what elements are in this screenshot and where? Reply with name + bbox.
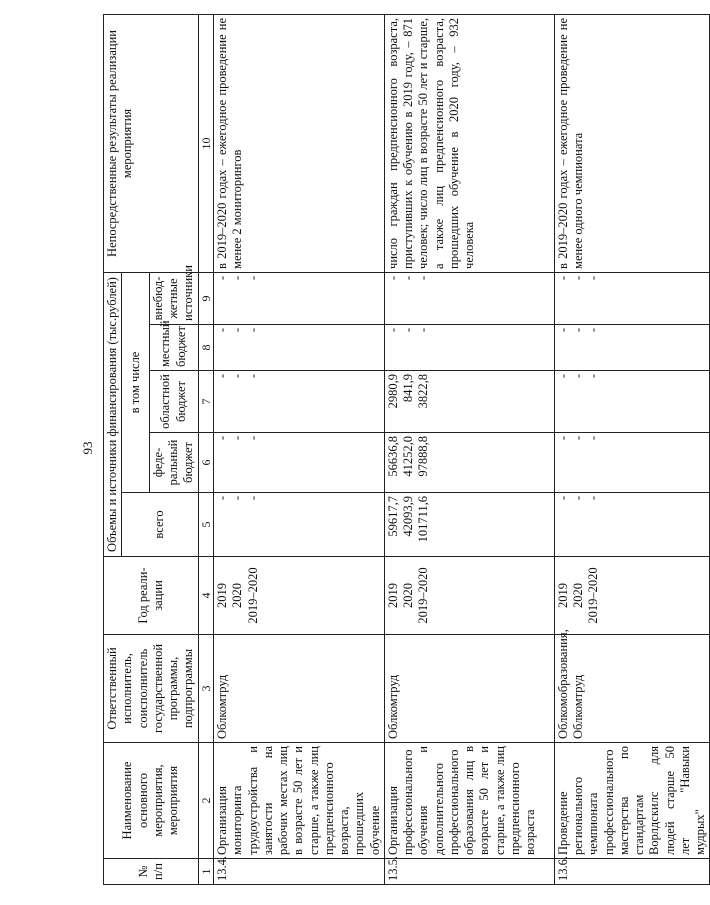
column-number: 1: [198, 859, 214, 885]
header-extra: внебюд-жетные источники: [149, 272, 198, 324]
column-number-row: [198, 14, 214, 884]
financing-table: [103, 14, 710, 885]
header-local: местный бюджет: [149, 325, 198, 371]
row-total: 59617,7 42093,9 101711,6: [384, 493, 554, 557]
row-years: 2019 2020 2019–2020: [384, 557, 554, 635]
row-regional: - - -: [214, 371, 385, 433]
row-total: - - -: [214, 493, 385, 557]
row-total: - - -: [554, 493, 710, 557]
column-number: 8: [198, 325, 214, 371]
row-executor: Облкомтруд: [384, 635, 554, 743]
column-number: 4: [198, 557, 214, 635]
column-number: 6: [198, 433, 214, 493]
header-num: № п/п: [104, 859, 199, 885]
header-including: в том числе: [122, 272, 150, 492]
row-extra: - - -: [384, 272, 554, 324]
row-federal: 56636,8 41252,0 97888,8: [384, 433, 554, 493]
row-result: число граждан предпенсионного возраста, приступивших к обучению в 2019 году, – 871 человек; число лиц в возрасте 50 лет и старше, а также лиц предпенсионного возраста, прошедших обучение в 2020 году, – 932 человека: [384, 14, 554, 272]
row-federal: - - -: [554, 433, 710, 493]
row-extra: - - -: [214, 272, 385, 324]
row-result: в 2019–2020 годах – ежегодное проведение не менее 2 мониторингов: [214, 14, 385, 272]
row-regional: - - -: [554, 371, 710, 433]
column-number: 2: [198, 743, 214, 859]
row-local: - - -: [384, 325, 554, 371]
table-row: [384, 14, 554, 884]
row-name: Проведение регионального чемпионата профессионального мастерства по стандартам Ворлдскилс для людей старше 50 лет "Навыки мудрых": [554, 743, 710, 859]
column-number: 10: [198, 14, 214, 272]
row-federal: - - -: [214, 433, 385, 493]
row-name: Организация профессионального обучения и дополнительного профессионального образования лиц в возрасте 50 лет и старше, а также лиц предпенсионного возраста: [384, 743, 554, 859]
row-years: 2019 2020 2019–2020: [214, 557, 385, 635]
header-row-1: [104, 14, 122, 884]
page-number: 93: [80, 441, 95, 455]
row-number: 13.4.: [214, 859, 385, 885]
row-number: 13.5.: [384, 859, 554, 885]
row-result: в 2019–2020 годах – ежегодное проведение не менее одного чемпионата: [554, 14, 710, 272]
row-local: - - -: [554, 325, 710, 371]
row-number: 13.6.: [554, 859, 710, 885]
column-number: 3: [198, 635, 214, 743]
header-financing: Объемы и источники финансирования (тыс.рублей): [104, 272, 122, 556]
header-year: Год реали-зации: [104, 557, 199, 635]
header-results: Непосредственные результаты реализации мероприятия: [104, 14, 199, 272]
column-number: 9: [198, 272, 214, 324]
row-regional: 2980,9 841,9 3822,8: [384, 371, 554, 433]
table-row: [554, 14, 710, 884]
table-row: [214, 14, 385, 884]
row-name: Организация мониторинга трудоустройства и занятости на рабочих местах лиц в возрасте 50 лет и старше, а также лиц предпенсионного возраста, прошедших обучение: [214, 743, 385, 859]
row-executor: Облкомтруд: [214, 635, 385, 743]
header-name: Наименование основного мероприятия, мероприятия: [104, 743, 199, 859]
header-federal: феде-ральный бюджет: [149, 433, 198, 493]
header-total: всего: [122, 493, 198, 557]
row-extra: - - -: [554, 272, 710, 324]
row-executor: Облкомобразования, Облкомтруд: [554, 635, 710, 743]
row-local: - - -: [214, 325, 385, 371]
column-number: 7: [198, 371, 214, 433]
header-regional: областной бюджет: [149, 371, 198, 433]
row-years: 2019 2020 2019–2020: [554, 557, 710, 635]
column-number: 5: [198, 493, 214, 557]
header-executor: Ответственный исполнитель, соисполнитель государственной программы, подпрограммы: [104, 635, 199, 743]
rotated-table-wrapper: [103, 15, 708, 885]
